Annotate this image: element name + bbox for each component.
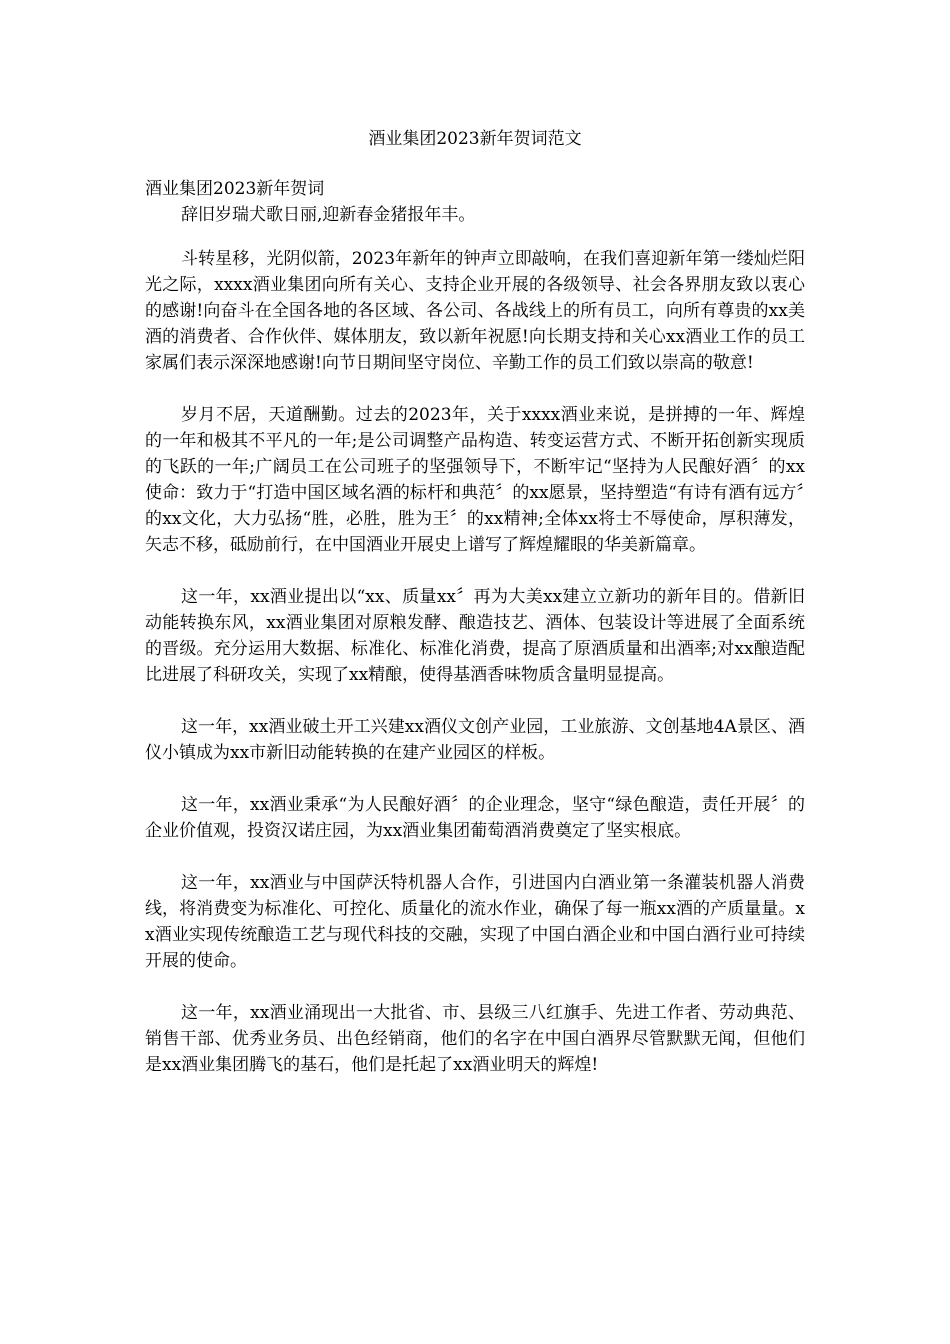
paragraph: 岁月不居，天道酬勤。过去的2023年，关于xxxx酒业来说，是拼搏的一年、辉煌的一年和极其不平凡的一年;是公司调整产品构造、转变运营方式、不断开拓创新实现质的飞跃的一年;广阔员工在公司班子的坚强领导下，不断牢记“坚持为人民酿好酒〞的xx使命：致力于“打造中国区域名酒的标杆和典范〞的xx愿景，坚持塑造“有诗有酒有远方〞的xx文化，大力弘扬“胜，必胜，胜为王〞的xx精神;全体xx将士不辱使命，厚积薄发，矢志不移，砥励前行，在中国酒业开展史上谱写了辉煌耀眼的华美新篇章。 xyxy=(145,405,805,555)
paragraph: 这一年，xx酒业秉承“为人民酿好酒〞的企业理念，坚守“绿色酿造，责任开展〞的企业价值观，投资汉诺庄园，为xx酒业集团葡萄酒消费奠定了坚实根底。 xyxy=(145,795,805,841)
paragraph: 这一年，xx酒业涌现出一大批省、市、县级三八红旗手、先进工作者、劳动典范、销售干部、优秀业务员、出色经销商，他们的名字在中国白酒界尽管默默无闻，但他们是xx酒业集团腾飞的基石，他们是托起了xx酒业明天的辉煌! xyxy=(145,1003,805,1075)
couplet-line: 辞旧岁瑞犬歌日丽,迎新春金猪报年丰。 xyxy=(181,205,476,225)
document-body xyxy=(145,246,805,1104)
paragraph: 这一年，xx酒业与中国萨沃特机器人合作，引进国内白酒业第一条灌装机器人消费线，将消费变为标准化、可控化、质量化的流水作业，确保了每一瓶xx酒的产质量量。xx酒业实现传统酿造工艺与现代科技的交融，实现了中国白酒企业和中国白酒行业可持续开展的使命。 xyxy=(145,873,805,971)
paragraph: 斗转星移，光阴似箭，2023年新年的钟声立即敲响，在我们喜迎新年第一缕灿烂阳光之际，xxxx酒业集团向所有关心、支持企业开展的各级领导、社会各界朋友致以衷心的感谢!向奋斗在全国各地的各区域、各公司、各战线上的所有员工，向所有尊贵的xx美酒的消费者、合作伙伴、媒体朋友，致以新年祝愿!向长期支持和关心xx酒业工作的员工家属们表示深深地感谢!向节日期间坚守岗位、辛勤工作的员工们致以崇高的敬意! xyxy=(145,249,805,373)
paragraph: 这一年，xx酒业破土开工兴建xx酒仪文创产业园，工业旅游、文创基地4A景区、酒仪小镇成为xx市新旧动能转换的在建产业园区的样板。 xyxy=(145,717,805,763)
paragraph: 这一年，xx酒业提出以“xx、质量xx〞再为大美xx建立立新功的新年目的。借新旧动能转换东风，xx酒业集团对原粮发酵、酿造技艺、酒体、包装设计等进展了全面系统的晋级。充分运用大数据、标准化、标准化消费，提高了原酒质量和出酒率;对xx酿造配比进展了科研攻关，实现了xx精酿，使得基酒香味物质含量明显提高。 xyxy=(145,587,805,685)
document-title: 酒业集团2023新年贺词范文 xyxy=(368,129,582,149)
document-subtitle: 酒业集团2023新年贺词 xyxy=(145,179,325,199)
